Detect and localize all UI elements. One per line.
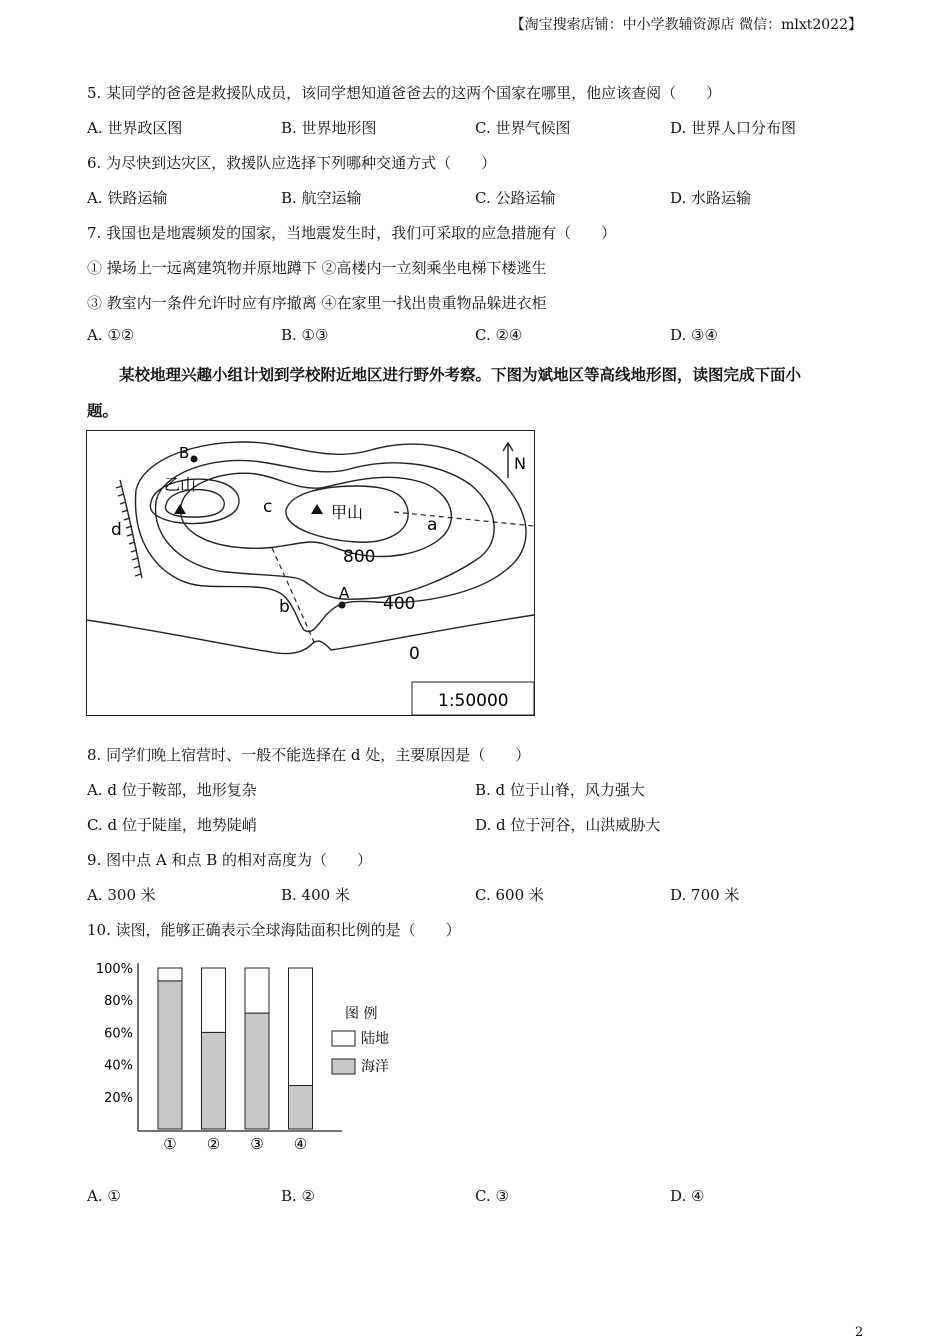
label-c: c — [263, 497, 273, 517]
q6-option-a: A. 铁路运输 — [87, 189, 168, 207]
q8-stem: 8. 同学们晚上宿营时、一般不能选择在 d 处，主要原因是（ ） — [87, 746, 531, 764]
chart-x-labels — [163, 1135, 307, 1153]
mountain-yi-label: 乙山 — [164, 475, 197, 494]
q7-stem: 7. 我国也是地震频发的国家，当地震发生时，我们可采取的应急措施有（ ） — [87, 224, 617, 242]
bar-ocean-4 — [289, 1086, 313, 1129]
q10-stem: 10. 读图，能够正确表示全球海陆面积比例的是（ ） — [87, 921, 461, 939]
bar-land-3 — [245, 968, 269, 1013]
x-category-label: ① — [163, 1135, 177, 1153]
q8-option-a: A. d 位于鞍部，地形复杂 — [87, 781, 257, 799]
chart-bars — [158, 968, 313, 1129]
legend-title: 图 例 — [345, 1006, 378, 1022]
label-b: b — [279, 597, 290, 617]
y-tick-label: 20% — [104, 1090, 133, 1106]
chart-legend — [332, 1006, 389, 1075]
point-a-dot — [339, 602, 346, 609]
q7-option-b: B. ①③ — [281, 326, 329, 344]
q10-option-a: A. ① — [87, 1187, 121, 1205]
bar-ocean-2 — [202, 1032, 226, 1129]
legend-swatch-ocean — [332, 1059, 355, 1074]
q10-option-b: B. ② — [281, 1187, 316, 1205]
legend-label-ocean: 海洋 — [361, 1059, 389, 1075]
page-number: 2 — [855, 1325, 864, 1340]
q7-option-a: A. ①② — [87, 326, 135, 344]
q5-option-d: D. 世界人口分布图 — [670, 119, 797, 137]
x-category-label: ③ — [250, 1135, 264, 1153]
q5-option-a: A. 世界政区图 — [87, 119, 183, 137]
scale-label: 1:50000 — [438, 691, 509, 711]
intro-line-1: 某校地理兴趣小组计划到学校附近地区进行野外考察。下图为斌地区等高线地形图，读图完成下面小 — [119, 366, 802, 384]
chart-y-ticks — [96, 962, 133, 1106]
q7-statement-2: ③ 教室内一条件允许时应有序撤离 ④在家里一找出贵重物品躲进衣柜 — [87, 294, 547, 312]
q6-stem: 6. 为尽快到达灾区，救援队应选择下列哪种交通方式（ ） — [87, 154, 497, 172]
point-b-label: B — [179, 444, 190, 462]
page-header: 【淘宝搜索店铺：中小学教辅资源店 微信：mlxt2022】 — [510, 17, 862, 33]
q9-option-a: A. 300 米 — [87, 886, 156, 904]
bar-ocean-1 — [158, 981, 182, 1129]
q7-option-d: D. ③④ — [670, 326, 718, 344]
q10-option-d: D. ④ — [670, 1187, 705, 1205]
label-a: a — [427, 515, 438, 535]
q5-stem: 5. 某同学的爸爸是救援队成员，该同学想知道爸爸去的这两个国家在哪里，他应该查阅（ ） — [87, 84, 722, 102]
q8-option-d: D. d 位于河谷，山洪威胁大 — [475, 816, 661, 834]
q10-option-c: C. ③ — [475, 1187, 509, 1205]
y-tick-label: 80% — [104, 994, 133, 1010]
label-d: d — [111, 520, 122, 540]
bar-ocean-3 — [245, 1013, 269, 1129]
contour-label-0: 0 — [409, 644, 420, 664]
legend-label-land: 陆地 — [361, 1031, 389, 1047]
q5-option-b: B. 世界地形图 — [281, 119, 377, 137]
q6-option-c: C. 公路运输 — [475, 189, 556, 207]
q8-option-c: C. d 位于陡崖，地势陡峭 — [87, 816, 257, 834]
q8-option-b: B. d 位于山脊，风力强大 — [475, 781, 645, 799]
x-category-label: ④ — [293, 1135, 308, 1153]
q9-stem: 9. 图中点 A 和点 B 的相对高度为（ ） — [87, 851, 373, 869]
q7-option-c: C. ②④ — [475, 326, 523, 344]
q9-option-c: C. 600 米 — [475, 886, 544, 904]
point-a-label: A — [339, 584, 350, 602]
y-tick-label: 40% — [104, 1058, 133, 1074]
north-label: N — [514, 454, 526, 473]
mountain-jia-label: 甲山 — [331, 503, 364, 522]
y-tick-label: 60% — [104, 1026, 133, 1042]
contour-label-400: 400 — [383, 594, 416, 614]
land-ocean-chart — [88, 955, 408, 1155]
bar-land-4 — [289, 968, 313, 1086]
q6-option-d: D. 水路运输 — [670, 189, 752, 207]
q6-option-b: B. 航空运输 — [281, 189, 362, 207]
map-frame — [87, 431, 535, 716]
q9-option-b: B. 400 米 — [281, 886, 350, 904]
point-b-dot — [191, 456, 198, 463]
topographic-map — [86, 430, 536, 717]
q7-statement-1: ① 操场上一远离建筑物并原地蹲下 ②高楼内一立刻乘坐电梯下楼逃生 — [87, 259, 547, 277]
x-category-label: ② — [206, 1135, 221, 1153]
bar-land-1 — [158, 968, 182, 981]
intro-line-2: 题。 — [87, 402, 119, 420]
legend-swatch-land — [332, 1031, 355, 1046]
q9-option-d: D. 700 米 — [670, 886, 740, 904]
contour-label-800: 800 — [343, 547, 376, 567]
bar-land-2 — [202, 968, 226, 1032]
q5-option-c: C. 世界气候图 — [475, 119, 571, 137]
y-tick-label: 100% — [95, 962, 133, 977]
